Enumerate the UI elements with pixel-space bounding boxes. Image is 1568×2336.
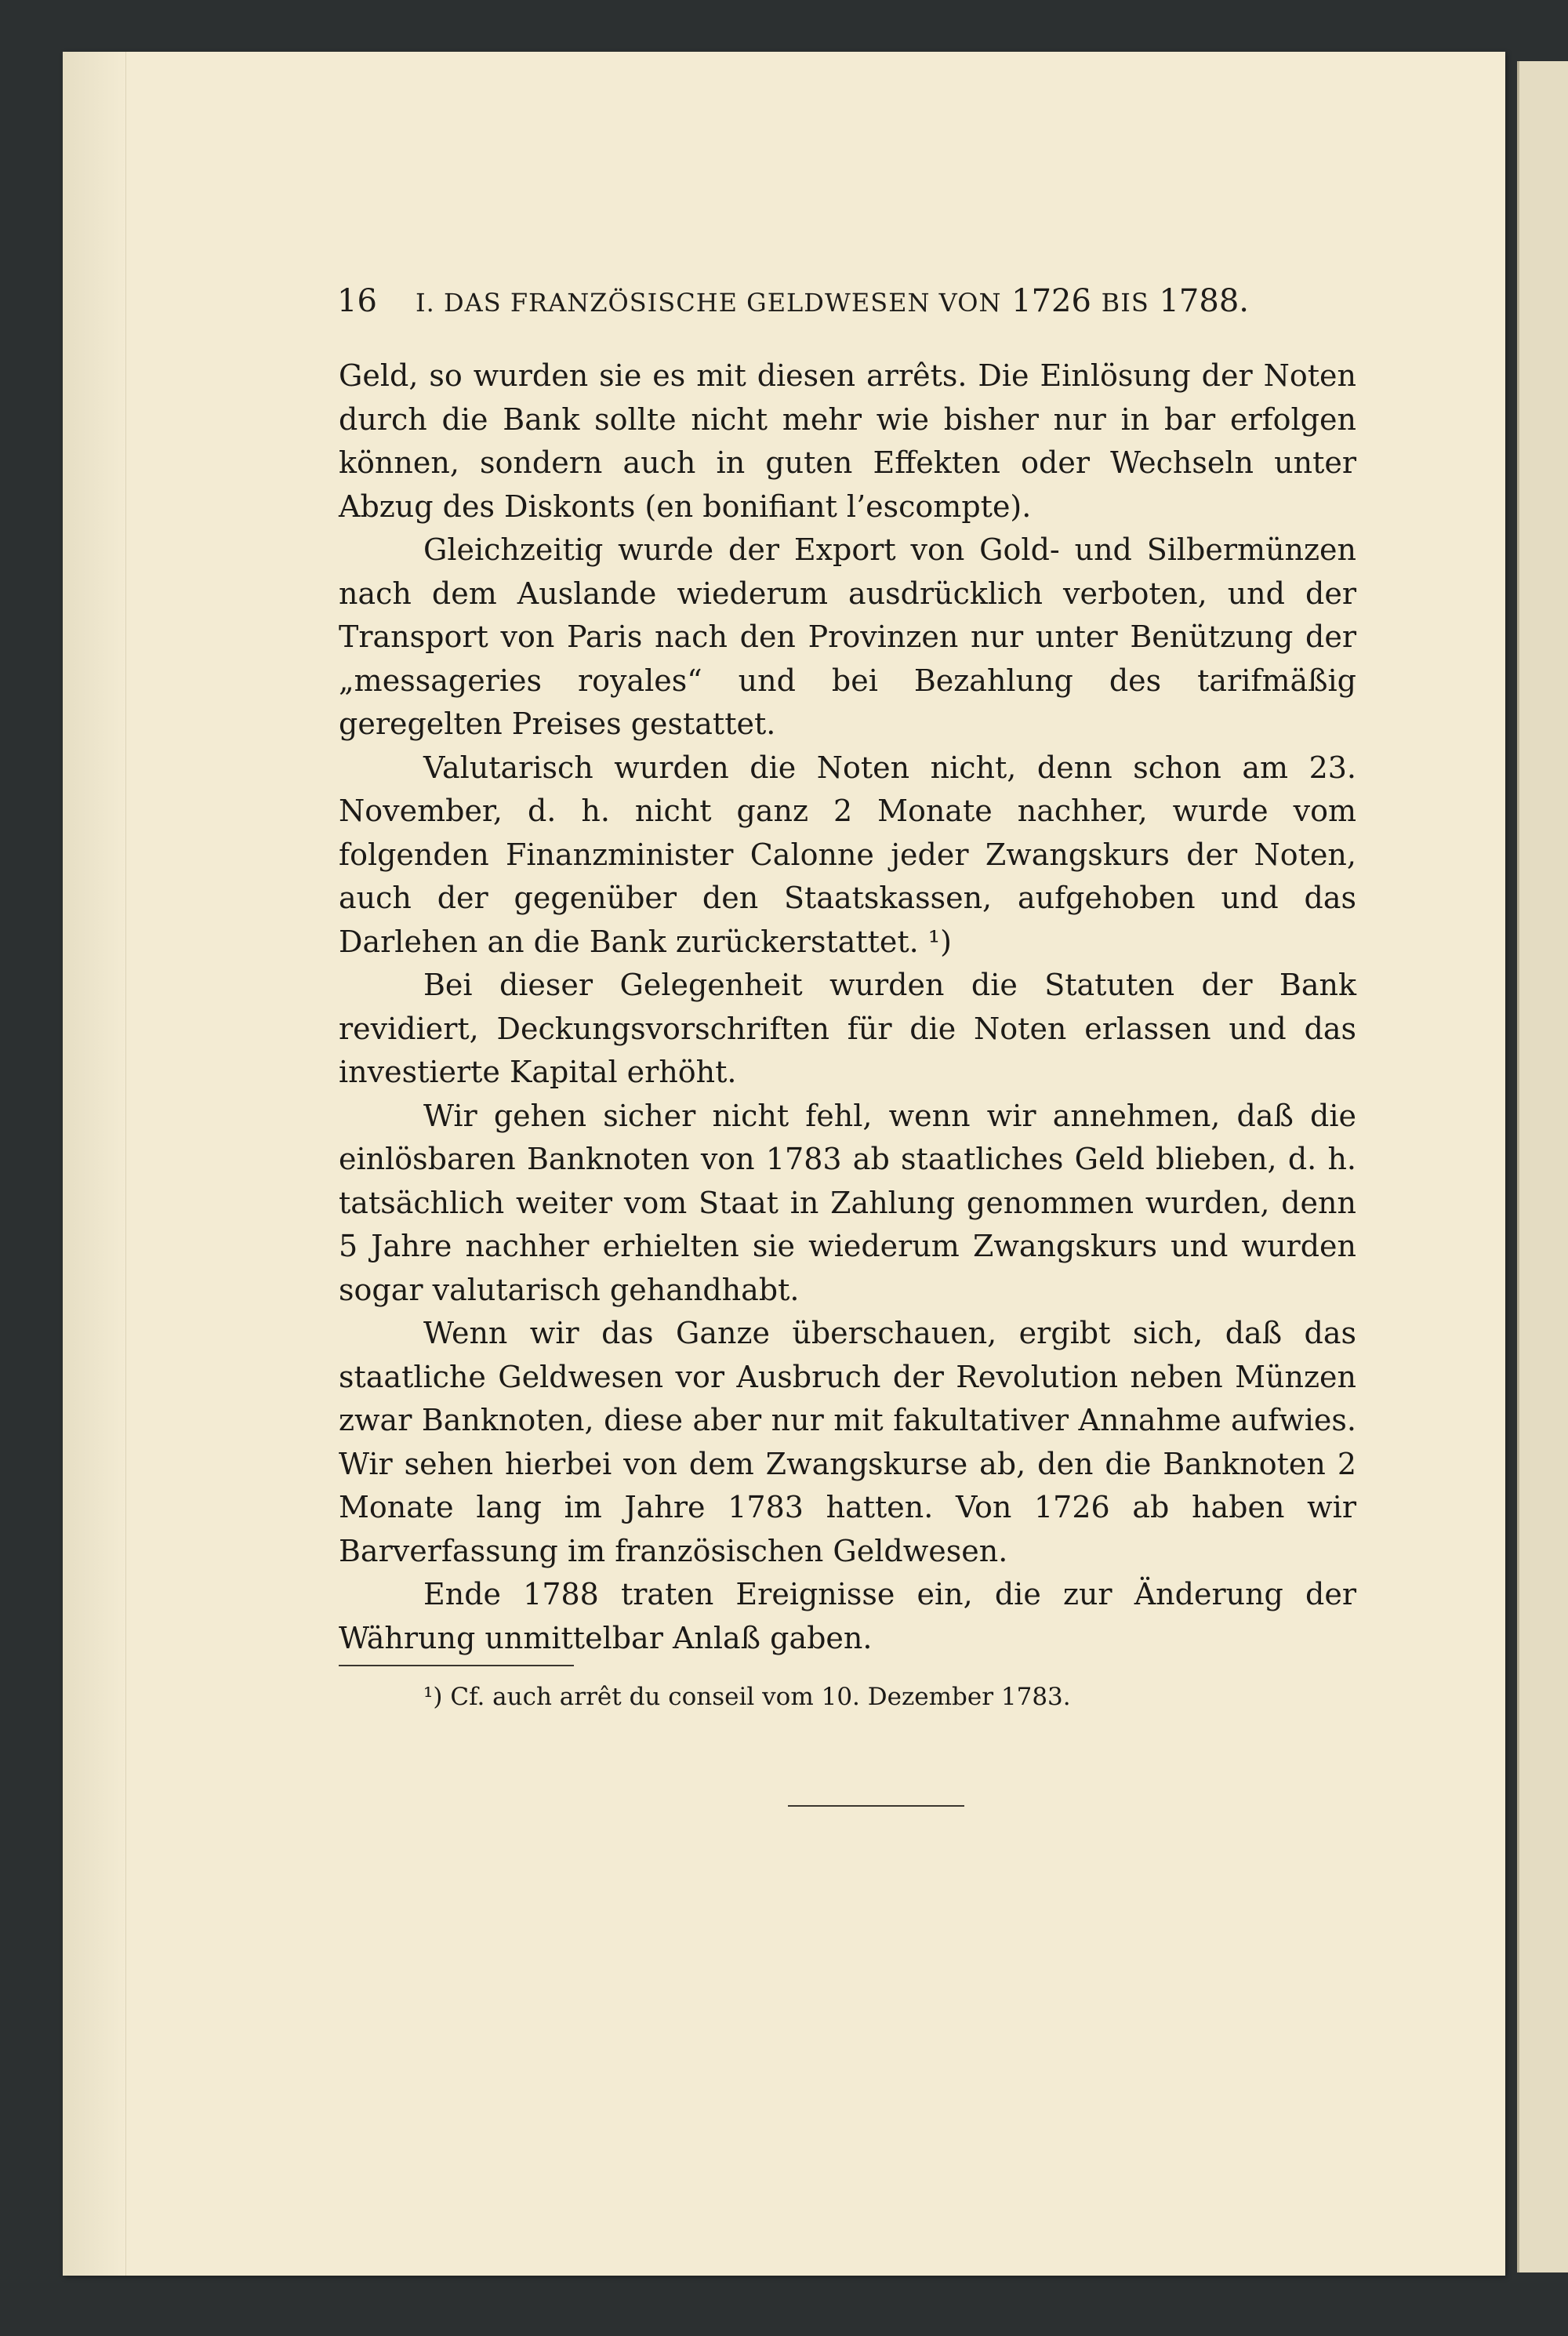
paragraph-7: Ende 1788 traten Ereignisse ein, die zur Änderung der Währung unmittelbar Anlaß gaben. xyxy=(339,1577,1356,1655)
chapter-end-rule xyxy=(788,1805,964,1807)
running-title-prefix: I. DAS FRANZÖSISCHE GELDWESEN VON xyxy=(416,288,1002,318)
footnote: ¹) Cf. auch arrêt du conseil vom 10. Dezember 1783. xyxy=(423,1683,1071,1711)
running-title-year-start: 1726 xyxy=(1011,283,1091,319)
body-text xyxy=(339,354,1356,1660)
paragraph-5: Wir gehen sicher nicht fehl, wenn wir annehmen, daß die einlösbaren Banknoten von 1783 ab staatliches Geld blieben, d. h. tatsächlich weiter vom Staat in Zahlung genommen wurden, denn 5 Jahre nachher erhielten sie wiederum Zwangskurs und wurden sogar valutarisch gehandhabt. xyxy=(339,1098,1356,1307)
page-number: 16 xyxy=(337,283,377,319)
page-gutter xyxy=(63,52,126,2276)
running-title-bis: BIS xyxy=(1101,288,1149,318)
paragraph-6: Wenn wir das Ganze überschauen, ergibt sich, daß das staatliche Geldwesen vor Ausbruch der Revolution neben Münzen zwar Banknoten, diese aber nur mit fakultativer Annahme aufwies. Wir sehen hierbei von dem Zwangskurse ab, den die Banknoten 2 Monate lang im Jahre 1783 hatten. Von 1726 ab haben wir Barverfassung im französischen Geldwesen. xyxy=(339,1316,1356,1568)
running-title-year-end: 1788. xyxy=(1159,283,1249,319)
footnote-separator xyxy=(339,1665,574,1666)
paragraph-2: Gleichzeitig wurde der Export von Gold- und Silbermünzen nach dem Auslande wiederum ausdrücklich verboten, und der Transport von Paris nach den Provinzen nur unter Benützung der „messageries royales“ und bei Bezahlung des tarifmäßig geregelten Preises gestattet. xyxy=(339,532,1356,741)
running-title xyxy=(416,278,1249,326)
adjacent-page-edge xyxy=(1517,61,1568,2272)
paragraph-4: Bei dieser Gelegenheit wurden die Statuten der Bank revidiert, Deckungsvorschriften für die Noten erlassen und das investierte Kapital erhöht. xyxy=(339,968,1356,1089)
paragraph-1: Geld, so wurden sie es mit diesen arrêts. Die Einlösung der Noten durch die Bank sollte nicht mehr wie bisher nur in bar erfolgen können, sondern auch in guten Effekten oder Wechseln unter Abzug des Diskonts (en bonifiant l’escompte). xyxy=(339,358,1356,524)
running-header xyxy=(337,278,1356,325)
paragraph-3: Valutarisch wurden die Noten nicht, denn schon am 23. November, d. h. nicht ganz 2 Monate nachher, wurde vom folgenden Finanzminister Calonne jeder Zwangskurs der Noten, auch der gegenüber den Staatskassen, aufgehoben und das Darlehen an die Bank zurückerstattet. ¹) xyxy=(339,750,1356,959)
